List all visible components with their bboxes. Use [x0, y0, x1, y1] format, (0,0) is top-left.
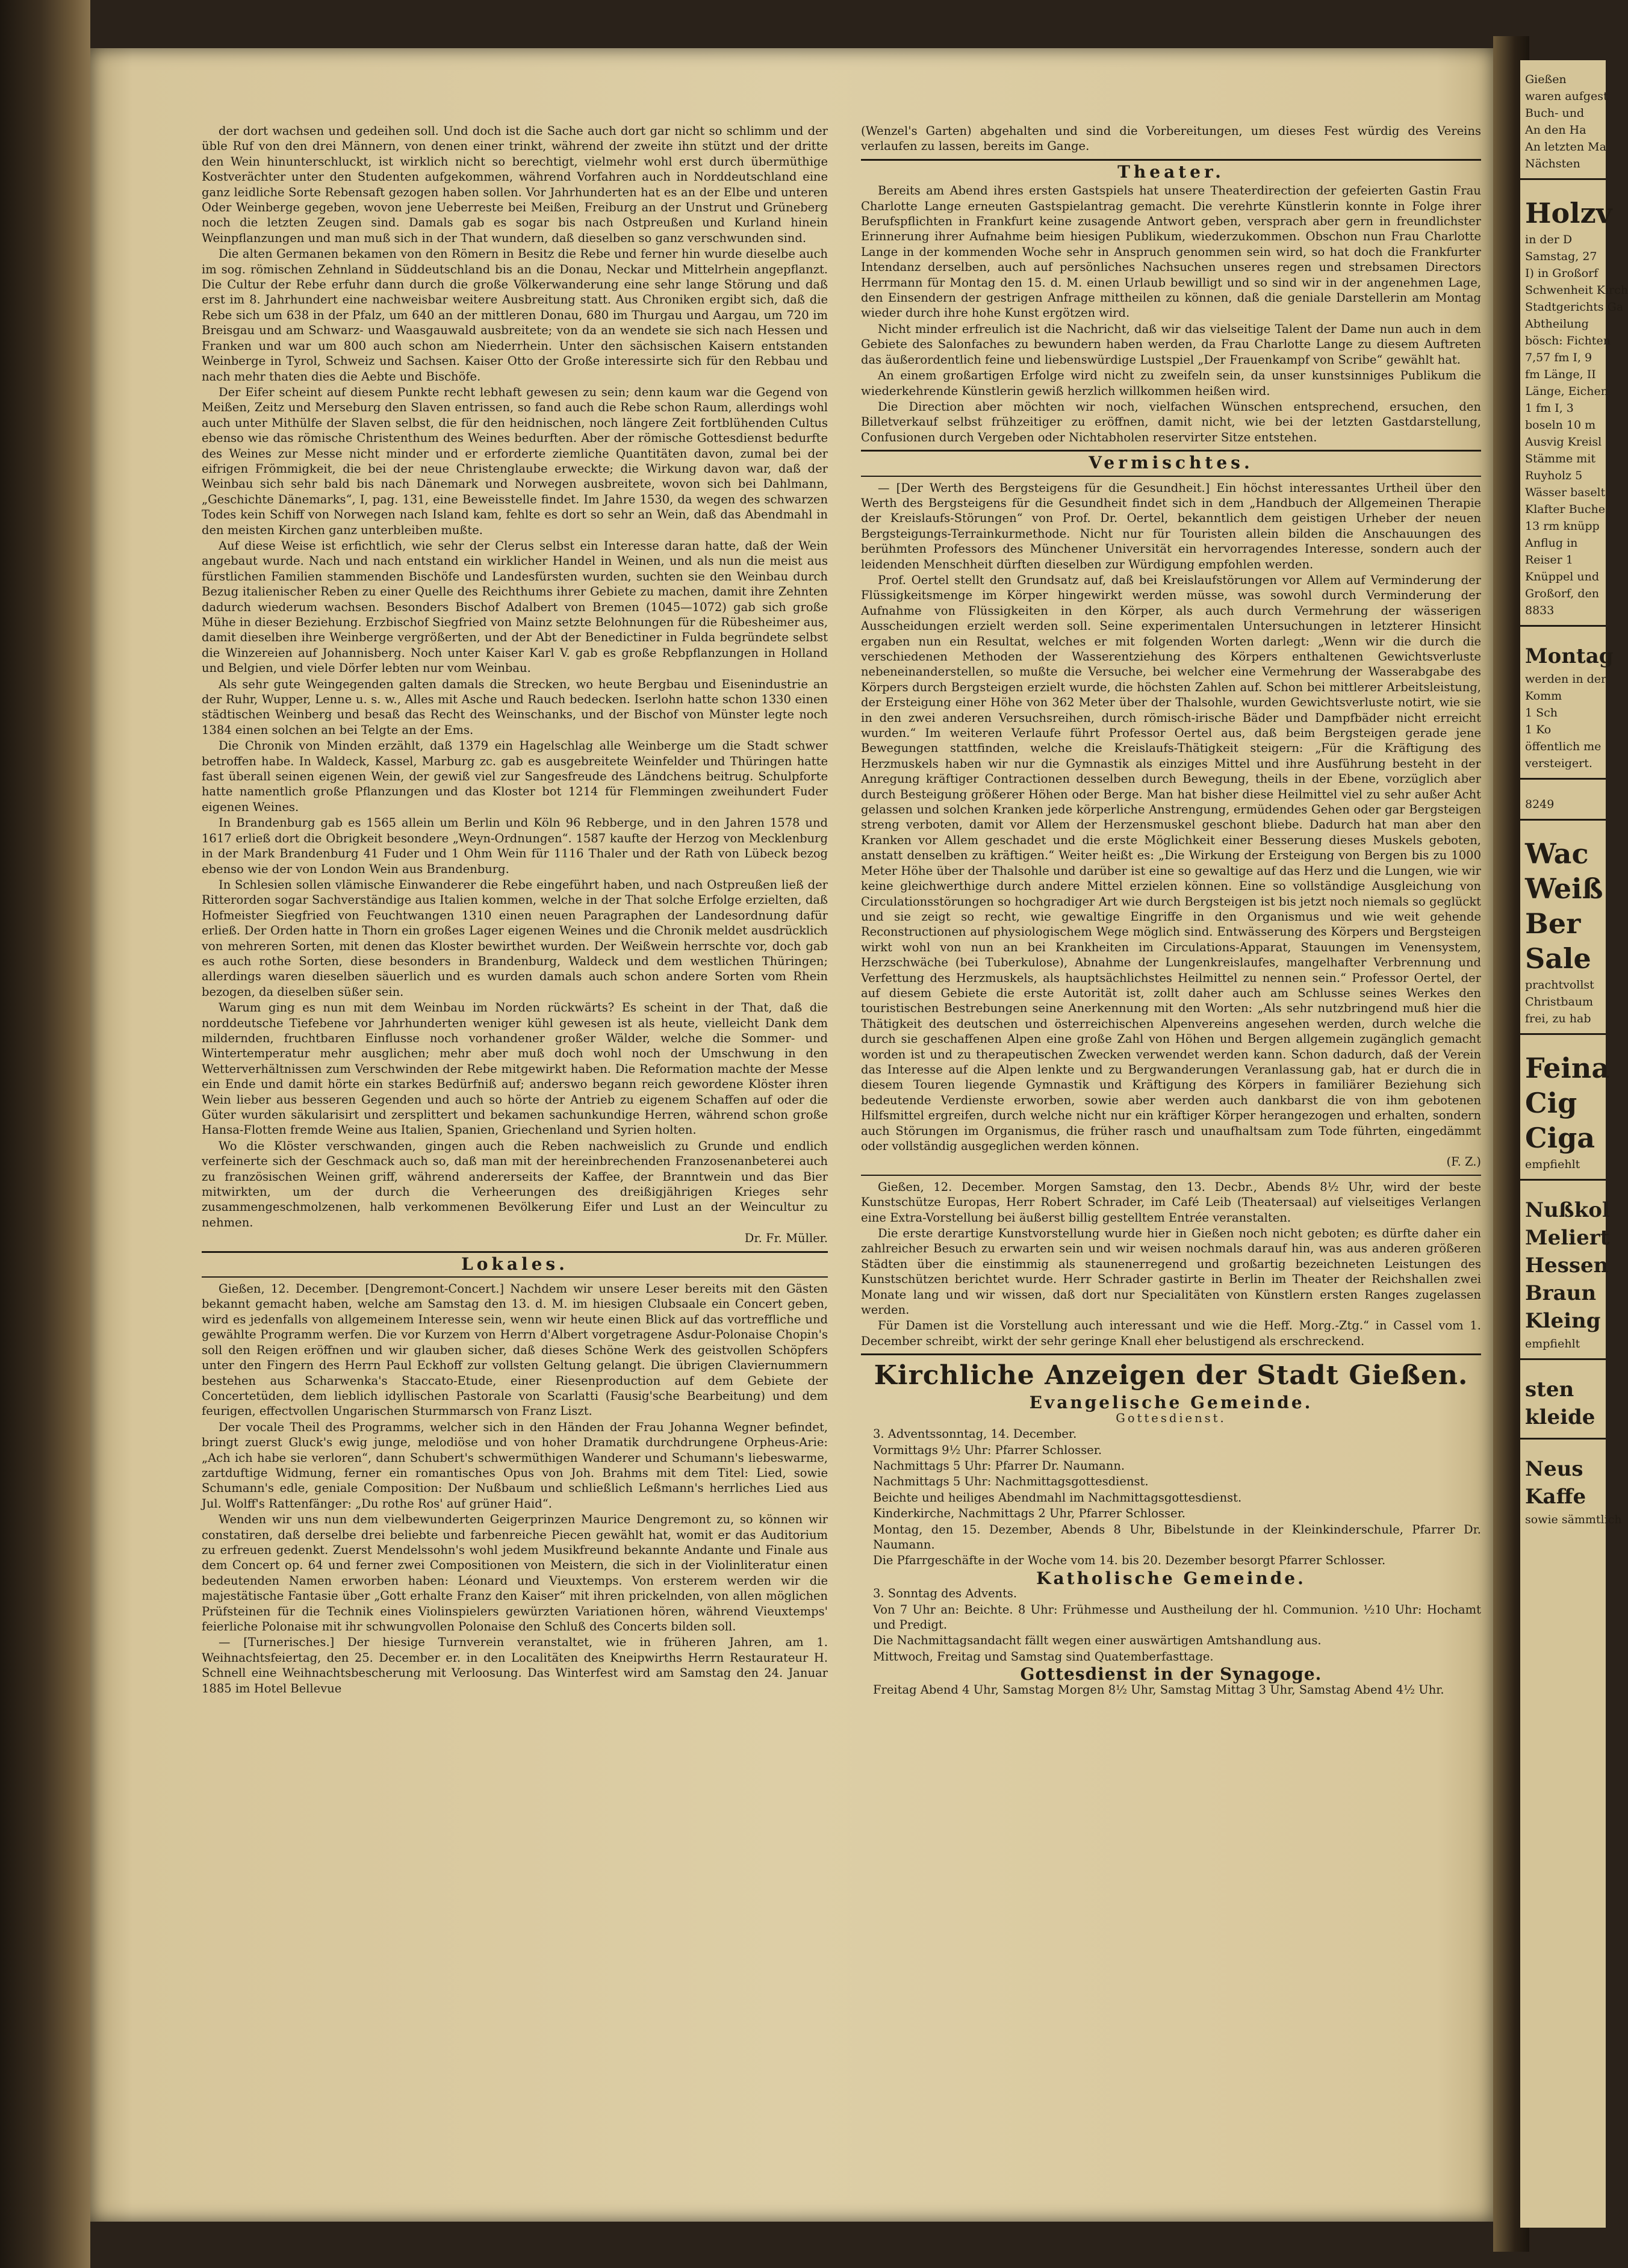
- article-paragraph: Die Chronik von Minden erzählt, daß 1379 ein Hagelschlag alle Weinberge um die Stadt schwer betroffen habe. In Waldeck, Kassel, Marburg zc. gab es ausgebreitete Weinfelder und Thüringen hatte fast überall seinen eigenen Wein, der gewiß viel zur Sangesfreude des Ländchens beitrug. Schulpforte hatte namentlich große Pflanzungen und das Kloster bot 1214 für Flemmingen zweihundert Fuder eigenen Weines.: [202, 739, 828, 814]
- next-page-fragment: waren aufgest: [1525, 90, 1608, 103]
- article-paragraph: Der vocale Theil des Programms, welcher sich in den Händen der Frau Johanna Wegner befindet, bringt zuerst Gluck's ewig junge, melodiöse und von hoher Dramatik durchdrungene Orpheus-Arie: „Ach ich habe sie verloren“, dann Schubert's schwermüthigen Wanderer und Schumann's liebeswarme, zartduftige Widmung, ferner ein romantisches Opus von Joh. Brahms mit dem Titel: Lied, sowie Schumann's edle, geniale Composition: Der Nußbaum und schließlich Leßmann's herrliches Lied aus Jul. Wolff's Rattenfänger: „Du rothe Ros' auf grüner Haid“.: [202, 1420, 828, 1511]
- next-page-fragment: Anflug in: [1525, 536, 1578, 550]
- next-page-fragment: Hessen: [1525, 1254, 1609, 1278]
- vermischtes-section: [861, 480, 1481, 1154]
- left-column: [202, 123, 828, 2219]
- schedule-line: Freitag Abend 4 Uhr, Samstag Morgen 8½ Uhr, Samstag Mittag 3 Uhr, Samstag Abend 4½ Uhr.: [873, 1682, 1444, 1697]
- article-paragraph: Gießen, 12. December. [Dengremont-Concert.] Nachdem wir unsere Leser bereits mit den Gästen bekannt gemacht haben, welche am Samstag den 13. d. M. im hiesigen Clubsaale ein Concert geben, wird es jedenfalls von allgemeinem Interesse sein, wenn wir heute einen Blick auf das vortreffliche und gewählte Programm werfen. Die vor Kurzem von Herrn d'Albert vorgetragene Asdur-Polonaise Chopin's soll den Reigen eröffnen und wir glauben sicher, daß dieses Schöne Werk des geistvollen Schöpfers unter den Fingern des Herrn Paul Eckhoff zur vollsten Geltung gelangt. Die übrigen Claviernummern bestehen aus Scharwenka's Staccato-Etude, einer Riesenproduction auf dem Gebiete der Concertetüden, dem lieblich idyllischen Pastorale von Scarlatti (Fausig'sche Bearbeitung) und dem feurigen, effectvollen Ungarischen Sturmmarsch von Franz Liszt.: [202, 1282, 828, 1418]
- schedule-line: Montag, den 15. Dezember, Abends 8 Uhr, Bibelstunde in der Kleinkinderschule, Pfarrer Dr. Naumann.: [873, 1522, 1481, 1552]
- next-page-fragment: 7,57 fm I, 9: [1525, 351, 1592, 364]
- next-page-fragment: 8833: [1525, 604, 1555, 617]
- theater-section: [861, 183, 1481, 445]
- column-rule: [1520, 1358, 1606, 1360]
- next-page-fragment: Abtheilung: [1525, 317, 1589, 331]
- next-page-fragment: Knüppel und: [1525, 570, 1599, 583]
- lokales-heading: Lokales.: [461, 1254, 568, 1274]
- article-paragraph: In Brandenburg gab es 1565 allein um Berlin und Köln 96 Rebberge, und in den Jahren 1578 und 1617 erließ dort die Obrigkeit besondere „Weyn-Ordnungen“. 1587 kaufte der Herzog von Mecklenburg in der Mark Brandenburg 41 Fuder und 1 Ohm Wein für 1116 Thaler und der Rath von Lübeck bezog ebenso wie der von London Wein aus Brandenburg.: [202, 816, 828, 876]
- section-divider: [202, 1251, 828, 1253]
- article-paragraph: Der Eifer scheint auf diesem Punkte recht lebhaft gewesen zu sein; denn kaum war die Gegend von Meißen, Zeitz und Merseburg den Slaven entrissen, so fand auch die Rebe schon Raum, allerdings wohl auch unter Mithülfe der Slaven selbst, die für den heidnischen, noch längere Zeit fortblühenden Cultus ebenso wie das römische Christenthum des Weines bedurften. Aber der römische Gottesdienst bedurfte des Weines zur Messe nicht minder und er erforderte ziemliche Quantitäten davon, zumal bei der eifrigen Frömmigkeit, die bei der neue Christenglaube erweckte; die Wirkung davon war, daß der Weinbau sich sehr bald bis nach Dänemark und Norwegen ausbreitete, wovon sich bei Dahlmann, „Geschichte Dänemarks“, I, pag. 131, eine Beweisstelle findet. Im Jahre 1530, da wegen des schwarzen Todes kein Schiff von Norwegen nach Island kam, fehlte es dort so sehr an Wein, daß das Abendmahl in den meisten Kirchen ganz unterbleiben mußte.: [202, 385, 828, 537]
- section-divider: [861, 1353, 1481, 1355]
- schedule-line: Von 7 Uhr an: Beichte. 8 Uhr: Frühmesse und Austheilung der hl. Communion. ½10 Uhr: Hochamt und Predigt.: [873, 1602, 1481, 1632]
- next-page-fragment: Kleing: [1525, 1309, 1601, 1333]
- next-page-fragment: versteigert.: [1525, 757, 1592, 770]
- next-page-fragment: I) in Großorf: [1525, 267, 1598, 280]
- schedule-line: Mittwoch, Freitag und Samstag sind Quatemberfasttage.: [873, 1649, 1214, 1664]
- article-paragraph: Wo die Klöster verschwanden, gingen auch die Reben nachweislich zu Grunde und endlich verfeinerte sich der Geschmack auch so, daß man mit der hereinbrechenden Franzosenanbeterei auch zu französischen Weinen griff, während andererseits der Kaffee, der Branntwein und das Bier mitwirkten, um der durch die Verheerungen des dreißigjährigen Krieges sehr zusammengeschmolzenen, halb verkommenen Bevölkerung Eifer und Lust an der Weincultur zu nehmen.: [202, 1139, 828, 1229]
- article-paragraph: Prof. Oertel stellt den Grundsatz auf, daß bei Kreislaufstörungen vor Allem auf Verminderung der Flüssigkeitsmenge im Körper hingewirkt werden müsse, was sowohl durch Verminderung der Aufnahme von Flüssigkeiten in den Körper, als auch durch Vermehrung der wässerigen Ausscheidungen erzielt werden soll. Seine experimentalen Untersuchungen in letzterer Hinsicht ergaben nun ein Resultat, welches er mit folgenden Worten darlegt: „Wenn wir die durch die verschiedenen Methoden der Wasserentziehung des Körpers enthaltenen Gewichtsverluste nebeneinanderstellen, so mußte die Versuche, bei welcher eine Vermehrung der Wasserabgabe des Körpers durch Bergsteigen erzielt wurde, die höchsten Zahlen auf. Schon bei mittlerer Arbeitsleistung, der Ersteigung einer Höhe von 362 Meter über der Thalsohle, wurden Gewichtsverluste notirt, wie sie in den zwei anderen Versuchsreihen, durch römisch-irische Bäder und Dampfbäder nicht erreicht wurden.“ Im weiteren Verlaufe führt Professor Oertel aus, daß beim Bergsteigen gerade jene Bewegungen stattfinden, welche die Kreislaufs-Thätigkeit steigern: „Für die Kräftigung des Herzmuskels haben wir nur die Gymnastik als einziges Mittel und ihre Ausführung besteht in der Anregung kräftiger Contractionen desselben durch Bewegung, theils in der Ebene, vorzüglich aber durch Besteigung größerer Höhen oder Berge. Man hat bisher diese Heilmittel viel zu sehr außer Acht gelassen und solchen Kranken jede körperliche Anstrengung, ermüdendes Gehen oder gar Bergsteigen streng verboten, damit vor Allem der Herzensmuskel geschont bliebe. Dadurch hat man aber den Kranken vor Allem geschadet und die erste Möglichkeit einer Besserung dieses Muskels geboten, anstatt denselben zu kräftigen.“ Weiter heißt es: „Die Wirkung der Ersteigung von Bergen bis zu 1000 Meter Höhe über der Thalsohle und darüber ist eine so gewaltige auf das Herz und die Lungen, wie wir keine gleichwerthige durch andere Mittel erzielen können. Eine so vollständige Ausgleichung von Circulationsstörungen so hochgradiger Art wie durch Bergsteigen ist bis jetzt noch niemals so geglückt und sie zeigt so recht, wie gewaltige Eingriffe in den Organismus und wie weit gehende Reconstructionen auf physiologischem Wege möglich sind. Entwässerung des Körpers und Bergsteigen wirkt wohl von nun an bei Krankheiten im Circulations-Apparat, Stauungen im Venensystem, Herzschwäche (bei Tuberkulose), Abnahme der Lungenkreislaufes, mangelhafter Verbrennung und Verfettung des Herzmuskels, als hauptsächlichstes Heilmittel zu nennen sein.“ Professor Oertel, der auf diesem Gebiete die erste Autorität ist, zollt daher auch am Schlusse seines Werkes den touristischen Bestrebungen seine Anerkennung mit den Worten: „Als sehr nutzbringend muß hier die Thätigkeit des deutschen und österreichischen Alpenvereins angesehen werden, durch welche die durch sie geschaffenen Alpen eine große Zahl von Höhen und Bergen allgemein zugänglich gemacht worden ist und zu therapeutischen Zwecken verwendet werden kann. Schon dadurch, daß der Verein das Interesse auf die Alpen lenkte und zu Bergwanderungen Veranlassung gab, hat er durch die in diesem Touren liegende Gymnastik und Kräftigung des Körpers in familiärer Beziehung sich bedeutende Verdienste erworben, sowie aber werden auch dankbarst die von ihm gebotenen Hilfsmittel ergreifen, durch welche nicht nur ein kräftiger Körper herangezogen und erhalten, sondern auch Störungen im Organismus, die früher rasch und unaufhaltsam zum Tode führten, eingedämmt oder vollständig ausgeglichen werden können.: [861, 573, 1481, 1153]
- next-page-fragment: kleide: [1525, 1405, 1595, 1429]
- article-paragraph: Die erste derartige Kunstvorstellung wurde hier in Gießen noch nicht geboten; es dürfte daher ein zahlreicher Besuch zu erwarten sein und wir weisen nochmals darauf hin, was aus anderen größeren Städten über die einstimmig als staunenerregend und großartig bezeichneten Leistungen des Kunstschützen berichtet wurde. Herr Schrader gastirte in Berlin im Theater der Reichshallen zwei Monate lang und wir wissen, daß dort nur Specialitäten von Künstlern ersten Ranges zugelassen werden.: [861, 1226, 1481, 1317]
- schedule-line: 3. Sonntag des Advents.: [873, 1586, 1018, 1601]
- next-page-fragment: 8249: [1525, 798, 1555, 811]
- next-page-fragment: boseln 10 m: [1525, 418, 1596, 432]
- next-page-fragment: Feina: [1525, 1052, 1610, 1084]
- next-page-fragment: Ausvig Kreisl: [1525, 435, 1602, 449]
- next-page-fragment: Ruyholz 5: [1525, 469, 1583, 482]
- next-page-fragment: Weiß: [1525, 872, 1603, 905]
- section-divider: [861, 450, 1481, 452]
- next-page-fragment: in der D: [1525, 233, 1573, 246]
- next-page-fragment: Reiser 1: [1525, 553, 1573, 567]
- next-page-fragment: frei, zu hab: [1525, 1012, 1591, 1025]
- next-page-fragment: empfiehlt: [1525, 1158, 1580, 1171]
- column-rule: [1520, 1438, 1606, 1440]
- evangelical-schedule: [861, 1426, 1481, 1568]
- article-signature: Dr. Fr. Müller.: [744, 1231, 828, 1246]
- schedule-line: Nachmittags 5 Uhr: Pfarrer Dr. Naumann.: [873, 1458, 1125, 1473]
- weinbau-article: [202, 123, 828, 1230]
- schedule-line: Vormittags 9½ Uhr: Pfarrer Schlosser.: [873, 1443, 1102, 1457]
- next-page-fragment: Samstag, 27: [1525, 250, 1597, 263]
- vermischtes-signature: (F. Z.): [1446, 1155, 1481, 1169]
- next-page-fragment: Länge, Eichen: [1525, 385, 1608, 398]
- column-rule: [1520, 1179, 1606, 1181]
- catholic-schedule: [861, 1586, 1481, 1664]
- next-page-edge: [1520, 60, 1628, 2228]
- next-page-fragment: Cig: [1525, 1087, 1577, 1119]
- schedule-line: Kinderkirche, Nachmittags 2 Uhr, Pfarrer Schlosser.: [873, 1506, 1185, 1521]
- article-paragraph: Die Direction aber möchten wir noch, vielfachen Wünschen entsprechend, ersuchen, den Billetverkauf selbst frühzeitiger zu eröffnen, damit nicht, wie bei der letzten Gastdarstellung, Confusionen durch Vergeben oder Nichtabholen reservirter Sitze entstehen.: [861, 399, 1481, 444]
- section-divider: [861, 1175, 1481, 1176]
- next-page-fragment: Nächsten: [1525, 157, 1580, 170]
- synagogue-schedule: [861, 1682, 1481, 1697]
- next-page-fragment: Wac: [1525, 837, 1589, 870]
- schedule-line: Die Nachmittagsandacht fällt wegen einer auswärtigen Amtshandlung aus.: [873, 1633, 1322, 1648]
- next-page-fragment: Neus: [1525, 1457, 1583, 1481]
- schedule-line: Beichte und heiliges Abendmahl im Nachmittagsgottesdienst.: [873, 1490, 1242, 1505]
- next-page-fragment: Braun: [1525, 1281, 1597, 1305]
- next-page-fragment: fm Länge, II: [1525, 368, 1596, 381]
- next-page-fragment: Montag: [1525, 644, 1614, 668]
- section-divider: [861, 476, 1481, 477]
- section-divider: [861, 159, 1481, 161]
- next-page-fragment: Großorf, den: [1525, 587, 1599, 600]
- next-page-fragment: prachtvollst: [1525, 978, 1594, 992]
- next-page-fragment: Holzv: [1525, 197, 1612, 229]
- next-page-fragment: Kaffe: [1525, 1485, 1586, 1509]
- next-page-fragment: 13 rm knüpp: [1525, 520, 1600, 533]
- next-page-fragment: 1 Ko: [1525, 723, 1552, 736]
- article-paragraph: Gießen, 12. December. Morgen Samstag, den 13. Decbr., Abends 8½ Uhr, wird der beste Kunstschütze Europas, Herr Robert Schrader, im Café Leib (Theatersaal) auf vielseitiges Verlangen eine Extra-Vorstellung bei äußerst billig gestelltem Entrée veranstalten.: [861, 1179, 1481, 1225]
- synagogue-heading: Gottesdienst in der Synagoge.: [1020, 1664, 1322, 1685]
- column-rule: [1520, 178, 1606, 180]
- article-paragraph: In Schlesien sollen vlämische Einwanderer die Rebe eingeführt haben, und nach Ostpreußen ließ der Ritterorden sogar Sachverständige aus Italien kommen, welche in der That solche Erfolge erzielten, daß Hofmeister Siegfried von Feuchtwangen 1310 einen neuen Paragraphen der Landesordnung dafür erließ. Der Orden hatte in Thorn ein großes Lager eigenen Weines und die Chronik meldet ausdrücklich von mehreren Sorten, mit denen das Kloster bewirthet wurden. Der Weißwein herrschte vor, doch gab es auch rothe Sorten, diese besonders in Brandenburg, Waldeck und dem westlichen Thüringen; allerdings waren dieselben säuerlich und es wurden damals auch schon andere Sorten vom Rhein bezogen, da dieselben süßer sein.: [202, 877, 828, 999]
- next-page-fragment: Wässer baselt: [1525, 486, 1606, 499]
- church-announcements-banner: Kirchliche Anzeigen der Stadt Gießen.: [874, 1360, 1468, 1391]
- next-page-fragment: Stämme mit: [1525, 452, 1596, 465]
- column-rule: [1520, 819, 1606, 821]
- next-page-fragment: Meliert: [1525, 1226, 1610, 1250]
- article-paragraph: Als sehr gute Weingegenden galten damals die Strecken, wo heute Bergbau und Eisenindustrie an der Ruhr, Wupper, Lenne u. s. w., Alles mit Asche und Rauch bedecken. Iserlohn hatte schon 1330 einen städtischen Weinberg und besaß das Recht des Weinschanks, und der Bischof von Münster legte noch 1384 einen solchen an bei Telgte an der Ems.: [202, 677, 828, 737]
- next-page-fragment: Christbaum: [1525, 995, 1594, 1008]
- next-page-fragment: Buch- und: [1525, 107, 1585, 120]
- lokales-section: [202, 1281, 828, 1696]
- article-paragraph: der dort wachsen und gedeihen soll. Und doch ist die Sache auch dort gar nicht so schlimm und der üble Ruf von den drei Männern, von denen einer trinkt, während der zweite ihn stützt und der dritte den Wein hinunterschluckt, ist wirklich nicht so berechtigt, vielmehr wohl erst durch übermüthige Kostverächter unter den Studenten aufgekommen, während Vorfahren auch in Norddeutschland eine ganz leidliche Sorte Rebensaft gezogen haben sollen. Vor Jahrhunderten hat es an der Elbe und unteren Oder Weinberge gegeben, wovon jene Ueberreste bei Meißen, Freiburg an der Unstrut und Grüneberg noch die letzten Zeugen sind. Damals gab es sogar bis nach Ostpreußen und Kurland hinein Weinpflanzungen und man muß sich in der That wundern, daß dieselben so ganz verschwunden sind.: [202, 124, 828, 245]
- article-paragraph: — [Turnerisches.] Der hiesige Turnverein veranstaltet, wie in früheren Jahren, am 1. Weihnachtsfeiertag, den 25. December er. in den Localitäten des Kneipwirths Herrn Restaurateur H. Schnell eine Weihnachtsbescherung mit Verloosung. Das Winterfest wird am Samstag den 24. Januar 1885 im Hotel Bellevue: [202, 1635, 828, 1695]
- next-page-fragment: Klafter Buche: [1525, 503, 1605, 516]
- next-page-fragment: An den Ha: [1525, 123, 1586, 137]
- continued-text: (Wenzel's Garten) abgehalten und sind die Vorbereitungen, um dieses Fest würdig des Vereins verlaufen zu lassen, bereits im Gange.: [861, 124, 1481, 154]
- article-paragraph: Auf diese Weise ist erfichtlich, wie sehr der Clerus selbst ein Interesse daran hatte, daß der Wein angebaut wurde. Nach und nach entstand ein wirklicher Handel in Weinen, und als nun die meist aus fürstlichen Familien stammenden Bischöfe und Landesfürsten wurden, suchten sie den Weinbau durch Bezug italienischer Reben zu einer Quelle des Reichthums ihrer Gebiete zu machen, damit ihre Zehnten dadurch wiederum wachsen. Besonders Bischof Adalbert von Bremen (1045—1072) gab sich große Mühe in dieser Beziehung. Erzbischof Siegfried von Mainz setzte Belohnungen für die Rübesheimer aus, damit dieselben ihre Weinberge vergrößerten, und der Abt der Benedictiner in Fulda begründete selbst die Winzereien auf Johannisberg. Noch unter Kaiser Karl V. gab es große Rebpflanzungen in Holland und Belgien, und viele Dörfer lebten nur vom Weinbau.: [202, 538, 828, 676]
- book-spine: [0, 0, 90, 2268]
- next-page-fragment: Ciga: [1525, 1122, 1595, 1154]
- article-paragraph: Die alten Germanen bekamen von den Römern in Besitz die Rebe und ferner hin wurde dieselbe auch im sog. römischen Zehnland in Süddeutschland bis an die Donau, Neckar und Mittelrhein angepflanzt. Die Cultur der Rebe erfuhr dann durch die große Völkerwanderung eine sehr lange Störung und daß erst im 8. Jahrhundert eine nachweisbar weitere Ausbreitung statt. Aus Chroniken ergibt sich, daß die Rebe sich um 638 in der Pfalz, um 640 an der mittleren Donau, 680 im Thurgau und Aargau, um 720 im Breisgau und am Schwarz- und Waasgauwald ausbreitete; von da an wendete sie sich nach Hessen und Franken und war um 800 auch schon am Niederrhein. Unter den sächsischen Kaisern entstanden Weinberge in Tyrol, Schweiz und Sachsen. Kaiser Otto der Große interessirte sich für den Rebbau und nach mehr thaten dies die Aebte und Bischöfe.: [202, 247, 828, 384]
- article-paragraph: — [Der Werth des Bergsteigens für die Gesundheit.] Ein höchst interessantes Urtheil über den Werth des Bergsteigens für die Gesundheit findet sich in dem „Handbuch der Allgemeinen Therapie der Kreislaufs-Störungen“ von Prof. Dr. Oertel, bekanntlich dem geistigen Urheber der neuen Bergsteigungs-Terrainkurmethode. Nicht nur für Touristen allein bilden die Anschauungen des berühmten Professors des Münchener Universität ein hervorragendes Interesse, sondern auch der leidenden Menschheit dürften dieselben zur Würdigung empfohlen werden.: [861, 480, 1481, 571]
- next-page-fragment: empfiehlt: [1525, 1337, 1580, 1350]
- next-page-fragment: Stadtgerichts Ga: [1525, 300, 1624, 314]
- article-paragraph: Wenden wir uns nun dem vielbewunderten Geigerprinzen Maurice Dengremont zu, so können wir constatiren, daß derselbe drei beliebte und farbenreiche Piecen gewählt hat, womit er das Auditorium zu erfreuen gedenkt. Zuerst Mendelssohn's wohl jedem Musikfreund bekannte Andante und Finale aus dem Concert op. 64 und ferner zwei Compositionen von Meistern, die sich in der Violinliteratur einen bedeutenden Namen erworben haben: Léonard und Vieuxtemps. Von ersterem werden wir die majestätische Fantasie über „Gott erhalte Franz den Kaiser“ mit ihren prickelnden, von allen möglichen Prüfsteinen für die Technik eines Violinspielers gewürzten Variationen hören, während Vieuxtemps' feierliche Polonaise mit ihr schwungvollen Polonaise den Schluß des Concerts bilden soll.: [202, 1512, 828, 1633]
- theater-heading: Theater.: [1117, 161, 1225, 182]
- service-subheading: Gottesdienst.: [1116, 1411, 1226, 1425]
- schedule-line: 3. Adventssonntag, 14. December.: [873, 1427, 1077, 1441]
- vermischtes-heading: Vermischtes.: [1089, 453, 1254, 473]
- next-page-fragment: Schwenheit Kirch: [1525, 284, 1628, 297]
- column-rule: [1520, 778, 1606, 780]
- section-divider: [202, 1276, 828, 1278]
- next-page-fragment: sowie sämmtlich: [1525, 1513, 1622, 1526]
- giessen-news: [861, 1179, 1481, 1349]
- article-paragraph: Für Damen ist die Vorstellung auch interessant und wie die Heff. Morg.-Ztg.“ in Cassel vom 1. December schreibt, wirkt der sehr geringe Knall eher belustigend als erschreckend.: [861, 1319, 1481, 1348]
- next-page-fragment: Gießen: [1525, 73, 1567, 86]
- next-page-fragment: bösch: Fichten: [1525, 334, 1611, 347]
- next-page-fragment: werden in der: [1525, 673, 1607, 686]
- next-page-fragment: Nußkol: [1525, 1198, 1610, 1222]
- right-column: [861, 123, 1481, 2219]
- article-paragraph: Warum ging es nun mit dem Weinbau im Norden rückwärts? Es scheint in der That, daß die norddeutsche Tiefebene vor Jahrhunderten weniger kühl gewesen ist als heute, vielleicht Dank dem mildernden, fruchtbaren Einflusse noch vorhandener großer Wälder, welche die Sommer- und Wintertemperatur mehr ausglichen; mehr aber muß doch wohl noch der Umschwung in den Wetterverhältnissen zum Verschwinden der Rebe mitgewirkt haben. Die Reformation machte der Messe ein Ende und damit hörte ein starkes Bedürfniß auf; anderswo begann reich gewordene Klöster ihren Wein lieber aus besseren Gegenden und auch so hörte der Antrieb zu eigenem Schaffen auf oder die Güter wurden säkularisirt und zersplittert und bekamen sachunkundige Herren, während schon große Hansa-Flotten fremde Weine aus Italien, Spanien, Griechenland und Syrien holten.: [202, 1001, 828, 1137]
- article-paragraph: An einem großartigen Erfolge wird nicht zu zweifeln sein, da unser kunstsinniges Publikum die wiederkehrende Künstlerin gewiß herzlich willkommen heißen wird.: [861, 368, 1481, 398]
- catholic-heading: Katholische Gemeinde.: [1036, 1568, 1306, 1588]
- evangelical-heading: Evangelische Gemeinde.: [1029, 1393, 1313, 1413]
- next-page-fragment: 1 fm I, 3: [1525, 402, 1574, 415]
- schedule-line: Die Pfarrgeschäfte in der Woche vom 14. bis 20. Dezember besorgt Pfarrer Schlosser.: [873, 1553, 1386, 1568]
- next-page-fragment: Sale: [1525, 942, 1591, 975]
- article-paragraph: Nicht minder erfreulich ist die Nachricht, daß wir das vielseitige Talent der Dame nun auch in dem Gebiete des Salonfaches zu bewundern haben werden, da Frau Charlotte Lange zu diesem Auftreten das äußerordentlich feine und liebenswürdige Lustspiel „Der Frauenkampf von Scribe“ gewählt hat.: [861, 322, 1481, 367]
- article-paragraph: Bereits am Abend ihres ersten Gastspiels hat unsere Theaterdirection der gefeierten Gastin Frau Charlotte Lange erneuten Gastspielantrag gemacht. Die verehrte Künstlerin konnte in Folge ihrer Berufspflichten in Frankfurt keine zusagende Antwort geben, versprach aber gern in freundlichster Erinnerung ihrer Aufnahme beim hiesigen Publikum, wiederzukommen. Obschon nun Frau Charlotte Lange in der kommenden Woche sehr in Anspruch genommen sein wird, so hat doch die Frankfurter Intendanz derselben, auch auf persönliches Nachsuchen unseres regen und strebsamen Directors Herrmann für Montag den 15. d. M. einen Urlaub bewilligt und so sind wir in der angenehmen Lage, den Einsendern der gestrigen Anfrage mittheilen zu können, daß die geniale Darstellerin am Montag wieder durch ihre hohe Kunst ergötzen wird.: [861, 184, 1481, 320]
- next-page-fragment: An letzten Ma: [1525, 140, 1606, 154]
- next-page-fragment: sten: [1525, 1378, 1574, 1402]
- column-rule: [1520, 1033, 1606, 1035]
- next-page-fragment: öffentlich me: [1525, 740, 1602, 753]
- next-page-fragment: Ber: [1525, 907, 1581, 940]
- schedule-line: Nachmittags 5 Uhr: Nachmittagsgottesdienst.: [873, 1474, 1149, 1489]
- next-page-fragment: 1 Sch: [1525, 706, 1558, 719]
- next-page-fragment: Komm: [1525, 689, 1562, 703]
- column-rule: [1520, 625, 1606, 627]
